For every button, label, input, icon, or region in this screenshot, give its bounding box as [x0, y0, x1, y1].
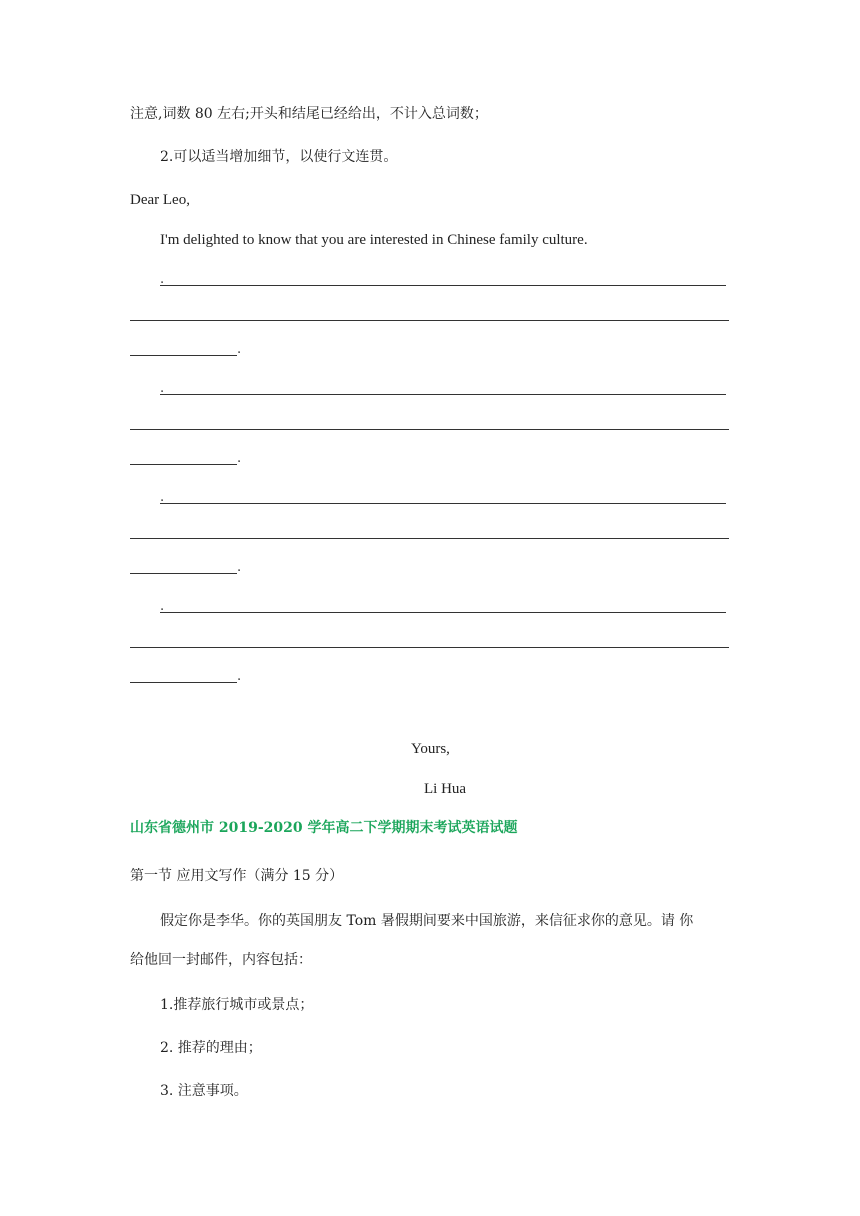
requirement-item-1: 1.推荐旅行城市或景点；	[160, 997, 314, 1013]
answer-line	[160, 503, 726, 504]
prompt-line-1: 假定你是李华。你的英国朋友 Tom 暑假期间要来中国旅游，来信征求你的意见。请 你	[160, 913, 694, 929]
answer-line	[130, 538, 729, 539]
blank-start-dot: .	[160, 490, 165, 505]
requirement-item-2: 2. 推荐的理由；	[160, 1040, 262, 1056]
answer-line	[160, 612, 726, 613]
blank-end-dot: .	[237, 451, 242, 466]
answer-line	[130, 573, 237, 574]
prompt-line-2: 给他回一封邮件，内容包括：	[130, 952, 312, 968]
requirement-item-3: 3. 注意事项。	[160, 1083, 248, 1099]
answer-line	[160, 285, 726, 286]
blank-end-dot: .	[237, 342, 242, 357]
letter-greeting: Dear Leo,	[130, 192, 190, 208]
answer-line	[160, 394, 726, 395]
answer-line	[130, 464, 237, 465]
answer-line	[130, 647, 729, 648]
letter-closing: Yours,	[411, 741, 450, 757]
blank-end-dot: .	[237, 560, 242, 575]
answer-line	[130, 320, 729, 321]
blank-start-dot: .	[160, 272, 165, 287]
answer-line	[130, 355, 237, 356]
answer-line	[130, 429, 729, 430]
exam-heading: 山东省德州市 2019-2020 学年高二下学期期末考试英语试题	[130, 820, 518, 836]
note-word-count: 注意,词数 80 左右;开头和结尾已经给出，不计入总词数；	[130, 106, 488, 122]
blank-start-dot: .	[160, 599, 165, 614]
blank-end-dot: .	[237, 669, 242, 684]
letter-opening: I'm delighted to know that you are interested in Chinese family culture.	[160, 232, 588, 248]
blank-start-dot: .	[160, 381, 165, 396]
answer-line	[130, 682, 237, 683]
letter-signature: Li Hua	[424, 781, 467, 797]
note-details: 2.可以适当增加细节，以使行文连贯。	[160, 149, 398, 165]
section-title: 第一节 应用文写作（满分 15 分）	[130, 868, 344, 884]
